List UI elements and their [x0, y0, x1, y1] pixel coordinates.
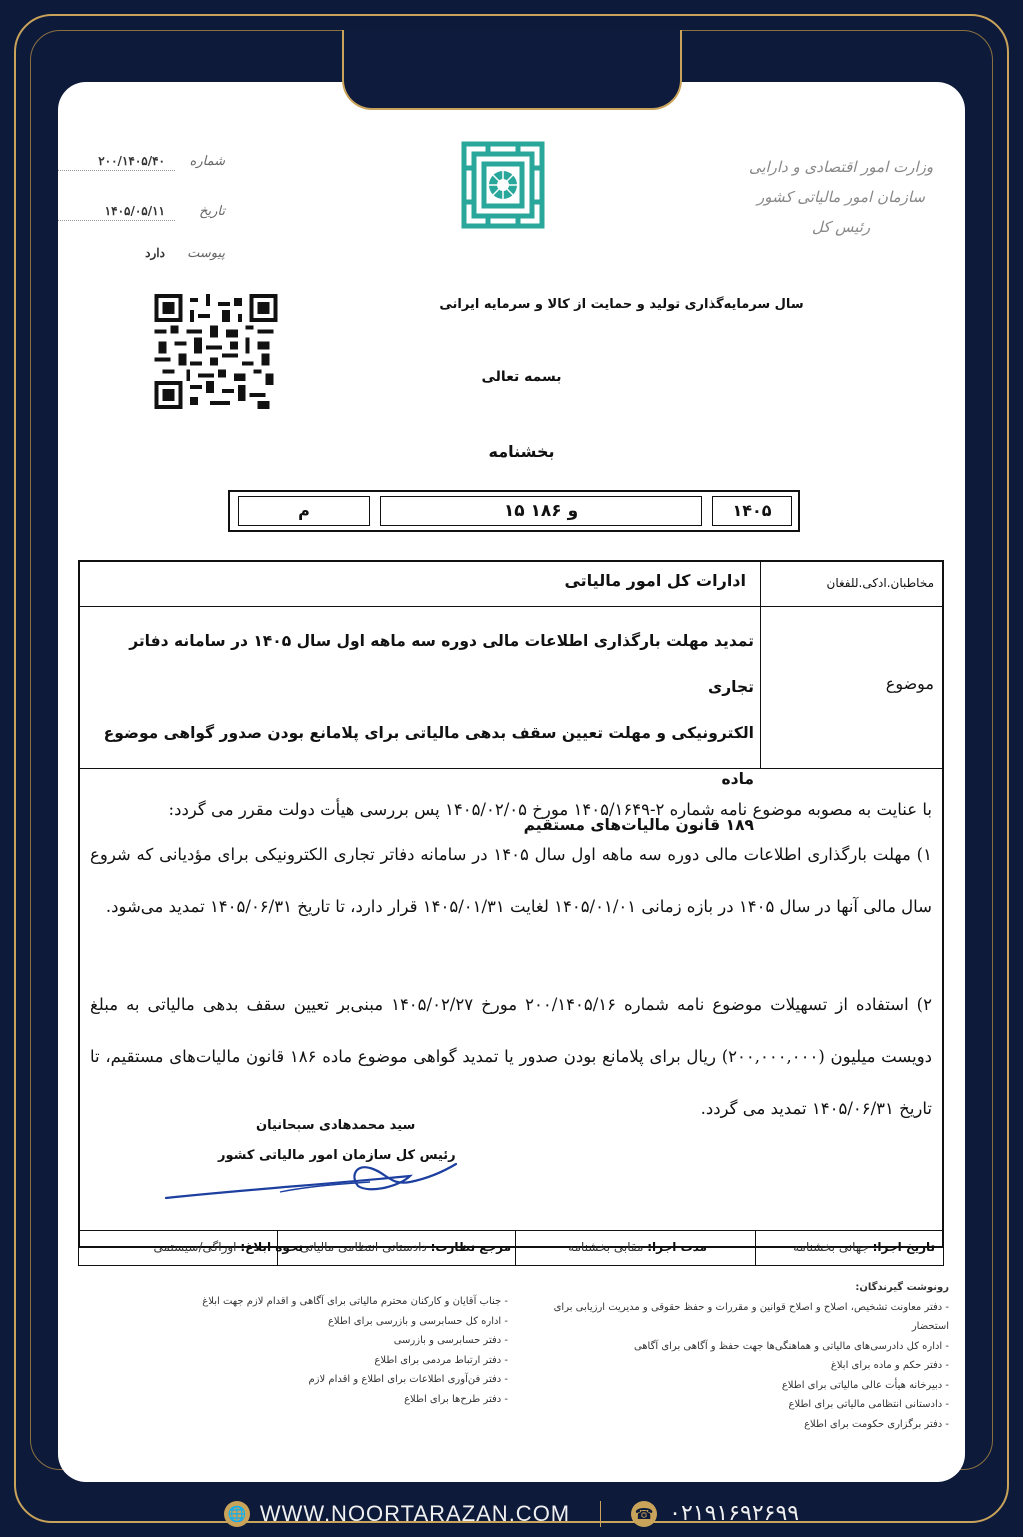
ministry-line1: وزارت امور اقتصادی و دارایی: [748, 158, 934, 176]
distribution-right-item: - اداره کل دادرسی‌های مالیاتی و هماهنگی‌ها جهت حفظ و آگاهی برای آگاهی: [633, 1340, 949, 1352]
number-row: [85, 154, 225, 169]
attachment-label: پیوست: [187, 246, 225, 261]
tax-organization-logo: [458, 138, 548, 232]
ministry-header: [731, 152, 951, 242]
subject-line-1: تمدید مهلت بارگذاری اطلاعات مالی دوره سه ماهه اول سال ۱۴۰۵ در سامانه دفاتر تجاری: [129, 632, 754, 696]
distribution-left: [198, 1292, 508, 1409]
phone-icon: ☎: [631, 1501, 657, 1527]
attachment-value: دارد: [145, 246, 165, 260]
distribution-right-item: - دادستانی انتظامی مالیاتی برای اطلاع: [788, 1399, 949, 1410]
addressee-value: ادارات کل امور مالیاتی: [564, 571, 746, 590]
distribution-left-item: - دفتر ارتباط مردمی برای اطلاع: [374, 1354, 508, 1366]
distribution-right-item: - دبیرخانه هیأت عالی مالیاتی برای اطلاع: [781, 1379, 949, 1391]
circular-year: ۱۴۰۵: [712, 496, 792, 526]
distribution-right-item: - دفتر حکم و ماده برای ابلاغ: [830, 1360, 949, 1371]
addressee-label: مخاطبان.ادکی.للفغان: [826, 576, 934, 590]
subject-line-2: الکترونیکی و مهلت تعیین سقف بدهی مالیاتی برای پلامانع بودن صدور گواهی موضوع ماده: [103, 724, 754, 788]
body-intro: با عنایت به مصوبه موضوع نامه شماره ۲-۱۴۰۵/۱۶۴۹ مورخ ۱۴۰۵/۰۲/۰۵ پس بررسی هیأت دولت مقرر می گردد:: [168, 800, 932, 819]
globe-icon: 🌐: [224, 1501, 250, 1527]
distribution-left-item: - دفتر حسابرسی و بازرسی: [393, 1335, 508, 1346]
circular-suffix: م: [238, 496, 370, 526]
body-item-2: ۲) استفاده از تسهیلات موضوع نامه شماره ۲۰۰/۱۴۰۵/۱۶ مورخ ۱۴۰۵/۰۲/۲۷ مبنی‌بر تعیین سقف بدهی مالیاتی به مبلغ دویست میلیون (۲۰۰,۰۰۰,۰۰۰) ریال برای پلامانع بودن صدور یا تمدید گواهی موضوع ماده ۱۸۶ قانون مالیات‌های مستقیم، تا تاریخ ۱۴۰۵/۰۶/۳۱ تمدید می گردد.: [90, 995, 933, 1118]
contact-divider: [600, 1501, 601, 1527]
number-label: شماره: [189, 154, 225, 169]
exec-date-value: جهانی بخشنامه: [793, 1240, 869, 1254]
distribution-left-item: - دفتر فن‌آوری اطلاعات برای اطلاع و اقدام لازم: [308, 1374, 508, 1385]
supervisor-value: دادستانی انتظامی مالیاتی: [299, 1240, 427, 1254]
distribution-right-item: - دفتر برگزاری حکومت برای اطلاع: [804, 1418, 949, 1430]
supervisor: [300, 1240, 511, 1254]
ministry-line3: رئیس کل: [811, 218, 871, 236]
body-item-1: ۱) مهلت بارگذاری اطلاعات مالی دوره سه ماهه اول سال ۱۴۰۵ در سامانه دفاتر تجاری الکترونیکی برای مؤدیانی که شروع سال مالی آنها در سال ۱۴۰۵ در بازه زمانی ۱۴۰۵/۰۱/۰۱ لغایت ۱۴۰۵/۰۱/۳۱ قرار دارد، تا تاریخ ۱۴۰۵/۰۶/۳۱ تمدید می‌شود.: [90, 845, 932, 916]
ministry-line2: سازمان امور مالیاتی کشور: [757, 188, 925, 206]
circular-table: [78, 560, 944, 1248]
distribution-right: [529, 1278, 949, 1434]
exec-date: [793, 1240, 935, 1254]
date-value: ۱۴۰۵/۰۵/۱۱: [104, 204, 165, 218]
distribution-title: رونوشت گیرندگان:: [855, 1282, 949, 1293]
supervisor-label: مرجع نظارت:: [430, 1240, 511, 1254]
invocation: بسمه تعالی: [481, 369, 562, 385]
distribution-left-item: - دفتر طرح‌ها برای اطلاع: [404, 1393, 508, 1405]
number-value: ۲۰۰/۱۴۰۵/۴۰: [98, 154, 165, 168]
subject-line-3: ۱۸۹ قانون مالیات‌های مستقیم: [523, 816, 754, 834]
website-link[interactable]: WWW.NOORTARAZAN.COM: [259, 1500, 571, 1526]
attachment-row: [85, 246, 225, 261]
signatory-name: سید محمدهادی سبحانیان: [256, 1118, 416, 1133]
document-paper: [58, 82, 965, 1482]
top-decorative-tab: [342, 30, 682, 110]
duration-label: مدت اجرا:: [647, 1240, 707, 1254]
distribution-right-item: - دفتر معاونت تشخیص، اصلاح و اصلاح قوانین و مقررات و حفظ حقوقی و مدیریت ارزیابی برای استحضار: [553, 1301, 949, 1332]
distribution-left-item: - اداره کل حسابرسی و بازرسی برای اطلاع: [327, 1315, 508, 1327]
notice-method: [154, 1240, 303, 1254]
year-slogan: سال سرمایه‌گذاری تولید و حمایت از کالا و سرمایه ایرانی: [439, 297, 804, 312]
subject-label: موضوع: [885, 674, 934, 693]
distribution-left-item: - جناب آقایان و کارکنان محترم مالیاتی برای آگاهی و اقدام لازم جهت ابلاغ: [202, 1296, 508, 1307]
execution-footer: [78, 1230, 944, 1266]
date-row: [85, 204, 225, 219]
circular-number-box: [228, 490, 800, 532]
contact-bar: [0, 1490, 1023, 1537]
exec-date-label: تاریخ اجرا:: [872, 1240, 935, 1254]
notice-label: نحوه ابلاغ:: [240, 1240, 303, 1254]
notice-value: اوراگی/سیستمی: [153, 1240, 237, 1254]
duration-value: مقابی بخشنامه: [568, 1240, 644, 1254]
signatory-title: رئیس کل سازمان امور مالیاتی کشور: [218, 1148, 456, 1163]
signature-mark: [160, 1146, 460, 1206]
circular-number: ۱۵ و ۱۸۶: [380, 496, 702, 526]
document-type: بخشنامه: [488, 442, 555, 461]
phone-number[interactable]: ۰۲۱۹۱۶۹۲۶۹۹: [669, 1501, 800, 1526]
date-label: تاریخ: [199, 204, 225, 219]
duration: [568, 1240, 707, 1254]
